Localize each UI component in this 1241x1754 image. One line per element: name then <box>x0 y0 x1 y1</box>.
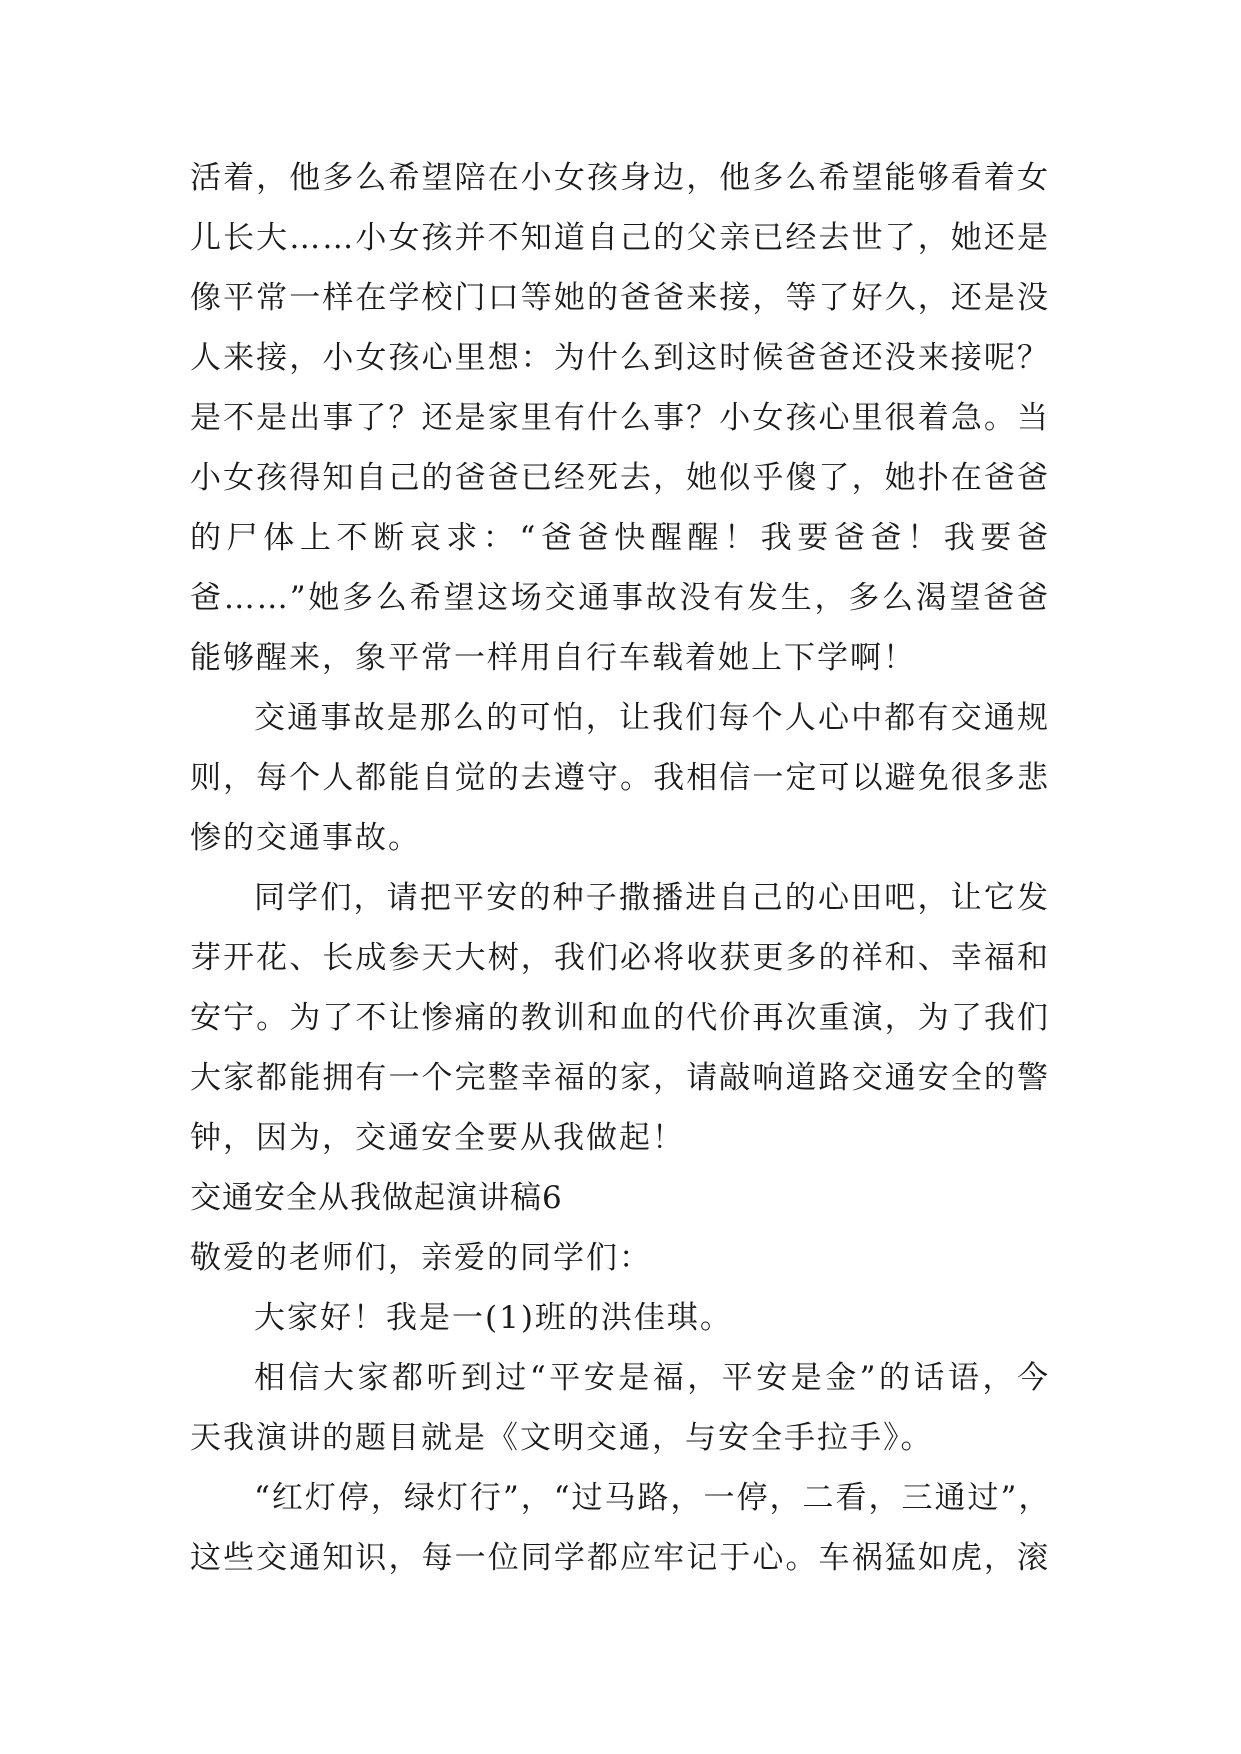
paragraph-first-line: 大家好！我是一(1)班的洪佳琪。 <box>254 1300 733 1336</box>
text-line: 儿长大……小女孩并不知道自己的父亲已经去世了，她还是 <box>190 220 1050 256</box>
text-line: 安宁。为了不让惨痛的教训和血的代价再次重演，为了我们 <box>190 1000 1050 1036</box>
text-line: 像平常一样在学校门口等她的爸爸来接，等了好久，还是没 <box>190 280 1050 316</box>
text-line: 能够醒来，象平常一样用自行车载着她上下学啊！ <box>190 640 916 676</box>
text-line: 大家都能拥有一个完整幸福的家，请敲响道路交通安全的警 <box>190 1060 1050 1096</box>
text-line: 是不是出事了？还是家里有什么事？小女孩心里很着急。当 <box>190 400 1050 436</box>
paragraph-first-line: 交通事故是那么的可怕，让我们每个人心中都有交通规 <box>254 700 1050 736</box>
paragraph-first-line: 同学们，请把平安的种子撒播进自己的心田吧，让它发 <box>254 880 1050 916</box>
text-line: 的尸体上不断哀求：“爸爸快醒醒！我要爸爸！我要爸 <box>190 520 1050 556</box>
paragraph-first-line: “红灯停，绿灯行”，“过马路，一停，二看，三通过”， <box>254 1480 1052 1516</box>
text-line: 钟，因为，交通安全要从我做起！ <box>190 1120 685 1156</box>
salutation: 敬爱的老师们，亲爱的同学们： <box>190 1240 652 1276</box>
paragraph-first-line: 相信大家都听到过“平安是福，平安是金”的话语，今 <box>254 1360 1050 1396</box>
text-line: 人来接，小女孩心里想：为什么到这时候爸爸还没来接呢？ <box>190 340 1050 376</box>
text-line: 天我演讲的题目就是《文明交通，与安全手拉手》。 <box>190 1420 934 1456</box>
text-line: 芽开花、长成参天大树，我们必将收获更多的祥和、幸福和 <box>190 940 1050 976</box>
section-title: 交通安全从我做起演讲稿6 <box>190 1180 563 1216</box>
text-line: 这些交通知识，每一位同学都应牢记于心。车祸猛如虎，滚 <box>190 1540 1050 1576</box>
text-line: 惨的交通事故。 <box>190 820 421 856</box>
text-line: 小女孩得知自己的爸爸已经死去，她似乎傻了，她扑在爸爸 <box>190 460 1050 496</box>
text-line: 活着，他多么希望陪在小女孩身边，他多么希望能够看着女 <box>190 160 1050 196</box>
document-body <box>190 148 1050 1588</box>
text-line: 爸……”她多么希望这场交通事故没有发生，多么渴望爸爸 <box>190 580 1050 616</box>
text-line: 则，每个人都能自觉的去遵守。我相信一定可以避免很多悲 <box>190 760 1050 796</box>
